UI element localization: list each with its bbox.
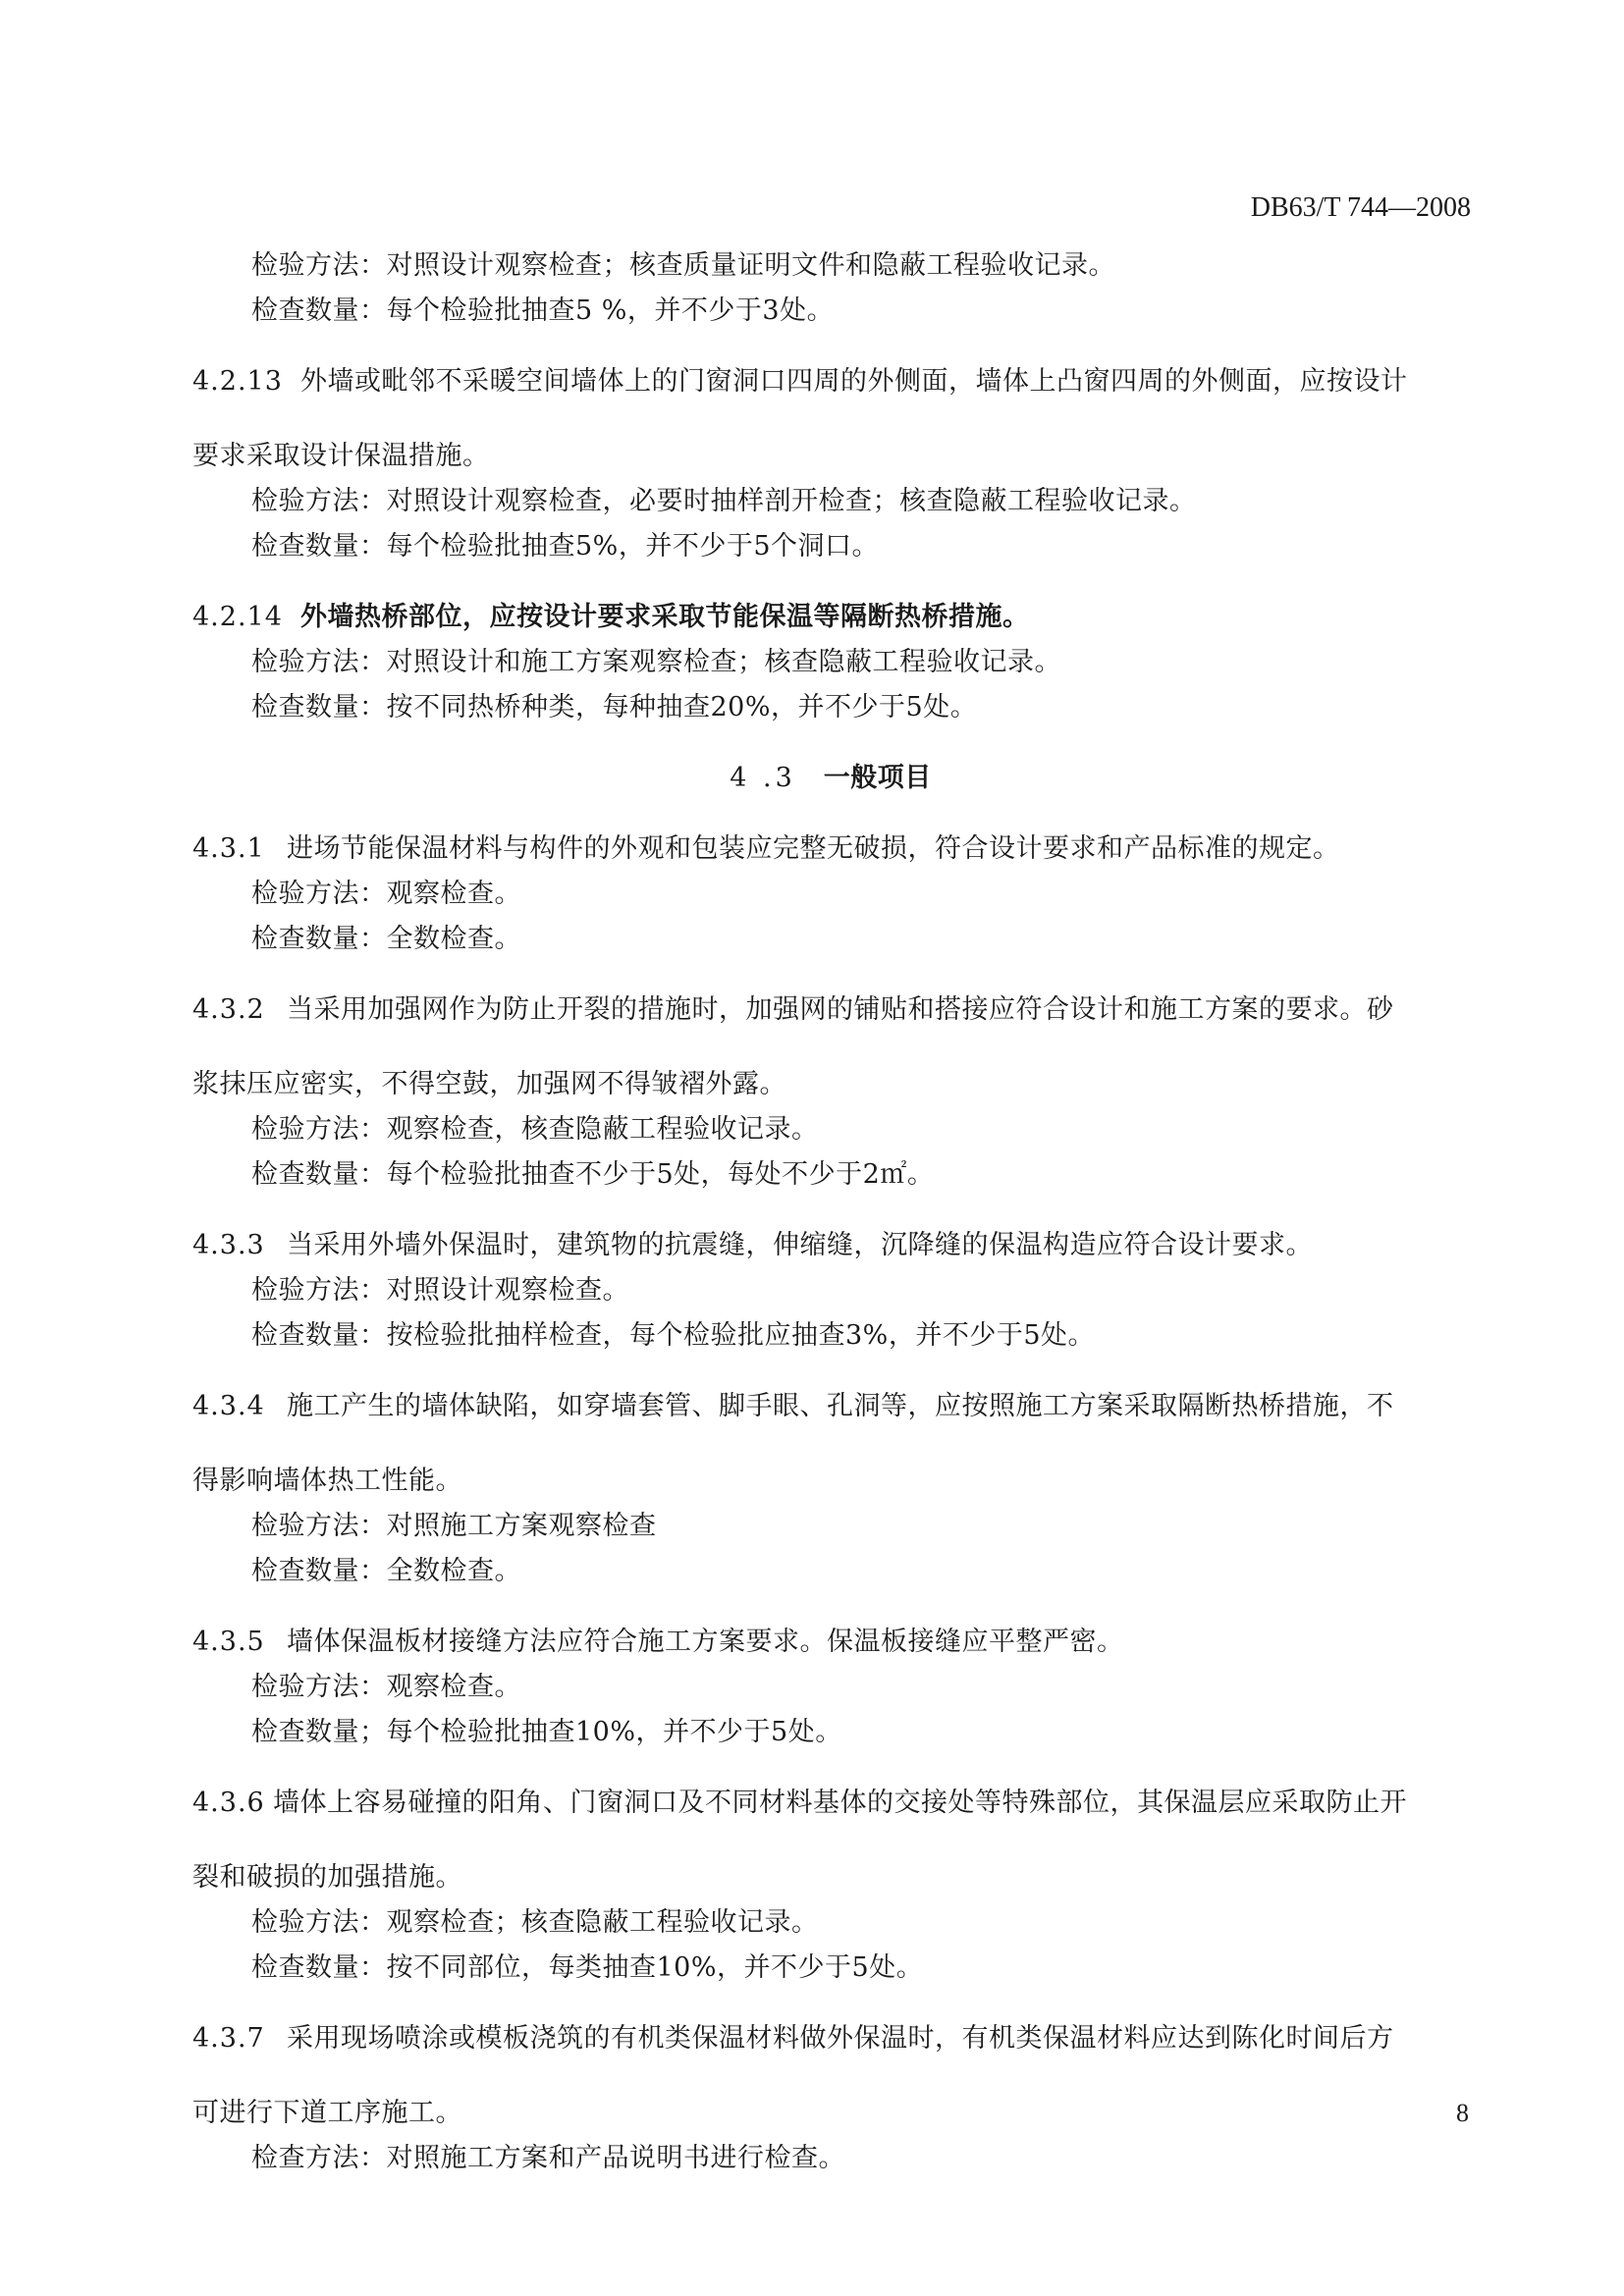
inspection-method-line: 检验方法：观察检查。 <box>251 879 521 909</box>
clause-number: 4.2.14 <box>192 602 283 632</box>
clause-number: 4.3.4 <box>192 1391 265 1421</box>
inspection-method-line: 检查方法：对照施工方案和产品说明书进行检查。 <box>251 2143 845 2173</box>
clause-4-2-13 <box>192 359 1469 404</box>
document-body <box>192 243 1469 2181</box>
clause-continuation: 浆抹压应密实，不得空鼓，加强网不得皱褶外露。 <box>192 1069 786 1099</box>
section-title-4-3 <box>192 756 1469 801</box>
clause-4-2-14 <box>192 595 1469 640</box>
clause-text: 采用现场喷涂或模板浇筑的有机类保温材料做外保温时，有机类保温材料应达到陈化时间后方 <box>287 2023 1394 2054</box>
clause-4-3-7 <box>192 2016 1469 2061</box>
clause-continuation: 裂和破损的加强措施。 <box>192 1862 462 1893</box>
clause-4-3-1 <box>192 827 1469 872</box>
clause-number: 4.2.13 <box>192 366 283 397</box>
clause-text: 墙体保温板材接缝方法应符合施工方案要求。保温板接缝应平整严密。 <box>287 1627 1124 1657</box>
inspection-quantity-line: 检查数量：每个检验批抽查5 %，并不少于3处。 <box>251 295 835 326</box>
clause-4-3-3 <box>192 1223 1469 1268</box>
inspection-quantity-line: 检查数量：按检验批抽样检查，每个检验批应抽查3%，并不少于5处。 <box>251 1320 1096 1351</box>
clause-text: 墙体上容易碰撞的阳角、门窗洞口及不同材料基体的交接处等特殊部位，其保温层应采取防止开 <box>273 1788 1407 1818</box>
section-heading: 一般项目 <box>823 763 932 793</box>
clause-number: 4.3.1 <box>192 833 265 864</box>
clause-continuation: 可进行下道工序施工。 <box>192 2098 462 2128</box>
inspection-method-line: 检验方法：对照设计和施工方案观察检查；核查隐蔽工程验收记录。 <box>251 647 1061 677</box>
clause-text: 外墙或毗邻不采暖空间墙体上的门窗洞口四周的外侧面，墙体上凸窗四周的外侧面，应按设计 <box>300 366 1408 397</box>
clause-number: 4.3.2 <box>192 994 265 1025</box>
page-number: 8 <box>1456 2099 1469 2127</box>
inspection-quantity-line: 检查数量：全数检查。 <box>251 924 521 954</box>
clause-text: 当采用外墙外保温时，建筑物的抗震缝，伸缩缝，沉降缝的保温构造应符合设计要求。 <box>287 1230 1313 1260</box>
clause-4-3-4 <box>192 1384 1469 1429</box>
inspection-method-line: 检验方法：对照设计观察检查；核查质量证明文件和隐蔽工程验收记录。 <box>251 250 1115 281</box>
clause-number: 4.3.3 <box>192 1230 265 1260</box>
inspection-method-line: 检验方法：对照设计观察检查。 <box>251 1275 629 1306</box>
clause-4-3-5 <box>192 1620 1469 1665</box>
clause-continuation: 得影响墙体热工性能。 <box>192 1466 462 1496</box>
clause-4-3-2 <box>192 988 1469 1033</box>
clause-continuation: 要求采取设计保温措施。 <box>192 441 490 471</box>
section-number: 4 .3 <box>730 763 796 793</box>
clause-text: 施工产生的墙体缺陷，如穿墙套管、脚手眼、孔洞等，应按照施工方案采取隔断热桥措施，不 <box>287 1391 1394 1421</box>
inspection-method-line: 检验方法：观察检查。 <box>251 1672 521 1702</box>
inspection-quantity-line: 检查数量：按不同热桥种类，每种抽查20%，并不少于5处。 <box>251 692 978 722</box>
inspection-method-line: 检验方法：对照设计观察检查，必要时抽样剖开检查；核查隐蔽工程验收记录。 <box>251 486 1197 516</box>
clause-number: 4.3.6 <box>192 1788 265 1818</box>
clause-text: 外墙热桥部位，应按设计要求采取节能保温等隔断热桥措施。 <box>300 602 1030 632</box>
inspection-method-line: 检验方法：观察检查，核查隐蔽工程验收记录。 <box>251 1114 819 1145</box>
inspection-quantity-line: 检查数量：每个检验批抽查5%，并不少于5个洞口。 <box>251 531 880 561</box>
clause-text: 进场节能保温材料与构件的外观和包装应完整无破损，符合设计要求和产品标准的规定。 <box>287 833 1340 864</box>
inspection-quantity-line: 检查数量：全数检查。 <box>251 1556 521 1586</box>
clause-text: 当采用加强网作为防止开裂的措施时，加强网的铺贴和搭接应符合设计和施工方案的要求。砂 <box>287 994 1394 1025</box>
clause-number: 4.3.7 <box>192 2023 265 2054</box>
clause-number: 4.3.5 <box>192 1627 265 1657</box>
inspection-quantity-line: 检查数量：按不同部位，每类抽查10%，并不少于5处。 <box>251 1952 924 1983</box>
inspection-method-line: 检验方法：对照施工方案观察检查 <box>251 1511 657 1541</box>
inspection-method-line: 检验方法：观察检查；核查隐蔽工程验收记录。 <box>251 1907 819 1938</box>
inspection-quantity-line: 检查数量：每个检验批抽查不少于5处，每处不少于2㎡。 <box>251 1159 935 1190</box>
clause-4-3-6 <box>192 1781 1469 1826</box>
document-code: DB63/T 744—2008 <box>1250 192 1471 223</box>
inspection-quantity-line: 检查数量；每个检验批抽查10%，并不少于5处。 <box>251 1717 842 1747</box>
